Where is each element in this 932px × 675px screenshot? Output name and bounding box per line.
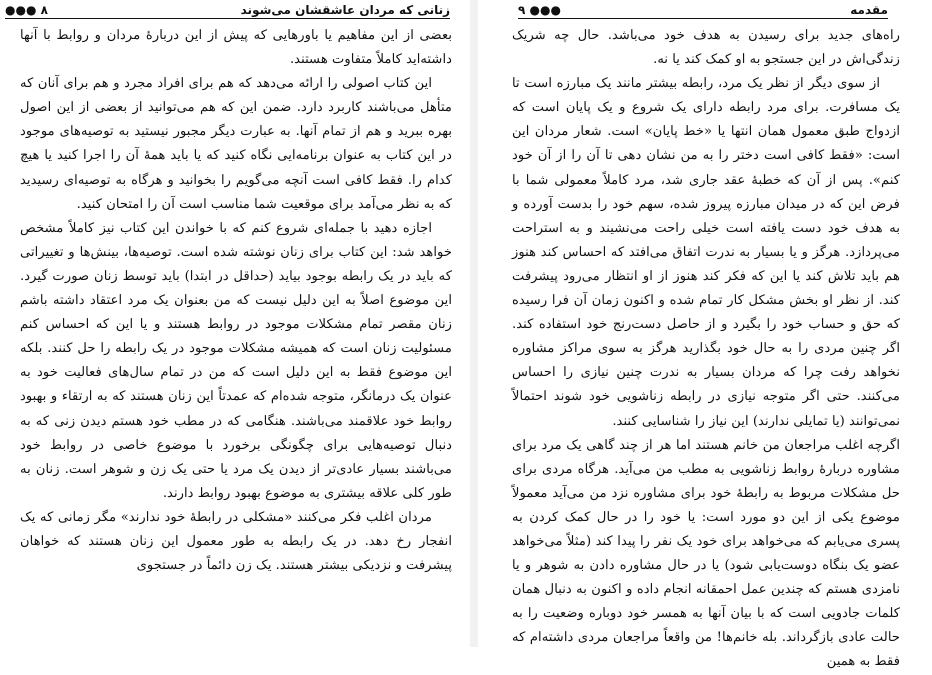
- paragraph: اگرچه اغلب مراجعان من خانم هستند اما هر از چند گاهی یک مرد برای مشاوره دربارهٔ روابط زناشویی به مطب من می‌آید. هرگاه مردی برای حل مشکلات مربوط به رابطهٔ خود برای مشاوره نزد من می‌آید معمولاً موضوع یکی از این دو مورد است: یا خود را در حال کمک کردن به پسری می‌یابم که می‌خواهد برای خود یک نفر را پیدا کند (مثلاً می‌خواهد عضو یک بنگاه دوست‌یابی شود) یا در حال مشاوره دادن به شوهر و یا نامزدی هستم که چندین عمل احمقانه انجام داده و اکنون به دنبال همان کلمات جادویی است که با بیان آنها به همسر خود دوباره وضعیت را به حالت عادی بازگرداند. بله خانم‌ها! من واقعاً مراجعان مردی داشته‌ام که فقط به همین: [512, 437, 900, 670]
- paragraph: این کتاب اصولی را ارائه می‌دهد که هم برای افراد مجرد و هم برای آنان که متأهل می‌باشند کاربرد دارد. ضمن این که هم می‌توانید از بعضی از این اصول بهره ببرید و هم از تمام آنها. به عبارت دیگر مجبور نیستید به توصیه‌های موجود در این کتاب به عنوان برنامه‌ایی نگاه کنید که یا باید همهٔ آن را اجرا کنید یا هیچ کدام را. فقط کافی است آنچه می‌گویم را بخوانید و هرگاه به توصیه‌ای رسیدید که به نظر می‌آمد برای موقعیت شما مناسب است آن را امتحان کنید.: [20, 76, 452, 212]
- right-header-title: مقدمه: [850, 3, 888, 17]
- paragraph: اجازه دهید با جمله‌ای شروع کنم که با خواندن این کتاب نیز کاملاً مشخص خواهد شد: این کتاب برای زنان نوشته شده است. توصیه‌ها، بینش‌ها و تغییراتی که باید در یک رابطه بوجود بیاید (حداقل در ابتدا) باید توسط زنان صورت گیرد. این موضوع اصلاً به این دلیل نیست که من بعنوان یک مرد اعتقاد داشته باشم زنان مقصر تمام مشکلات موجود در روابط هستند و یا این که احساس کنم مسئولیت زنان است که همیشه مشکلات موجود در یک رابطه را حل کنند. بلکه این موضوع فقط به این دلیل است که من در تمام سال‌های فعالیت خود به عنوان یک درمانگر، متوجه شده‌ام که عمدتاً این زنان هستند که به ارتقاء و بهبود روابط خود علاقمند می‌باشند. هنگامی که در مطب خود هستم دیدن زنی که به دنبال توصیه‌هایی برای چگونگی برخورد با موضوع خاصی در روابط خود می‌باشند بسیار عادی‌تر از دیدن یک مرد یا حتی یک زن و شوهر است. زنان به طور کلی علاقه بیشتری به موضوع بهبود روابط دارند.: [20, 220, 452, 501]
- left-page-body: [20, 24, 452, 578]
- right-page-body: [512, 24, 900, 675]
- left-page: [0, 0, 470, 647]
- left-header-title: زنانی که مردان عاشقشان می‌شوند: [240, 3, 450, 17]
- paragraph: از سوی دیگر از نظر یک مرد، رابطه بیشتر مانند یک مبارزه است تا یک مسافرت. برای مرد رابطه دارای یک شروع و یک پایان است که ازدواج طبق معمول همان انتها یا «خط پایان» است. شعار مردان این است: «فقط کافی است دختر را به من نشان دهی تا آن را از آن خود کنم». پس از آن که خطبهٔ عقد جاری شد، مرد کاملاً معمولی شما با فرض این که در میدان مبارزه پیروز شده، سهم خود را بدست آورده و به هدف خود دست یافته است خیلی راحت می‌نشیند و به استراحت می‌پردازد. هرگز و یا بسیار به ندرت اتفاق می‌افتد که احساس کند هنوز هم باید تلاش کند یا این که فکر کند هنوز از او انتظار می‌رود پیشرفت کند. از نظر او بخش مشکل کار تمام شده و اکنون زمان آن فرا رسیده که حق و حساب خود را بگیرد و از حاصل دست‌رنج خود استفاده کند. اگر چنین مردی را به حال خود بگذارید هرگز به سوی مراکز مشاوره نخواهد رفت چرا که مردان بسیار به ندرت چنین نیازی را احساس می‌کنند. حتی اگر متوجه نیازی در رابطه زناشویی خود شوند احتمالاً نمی‌توانند (یا تمایلی ندارند) این نیاز را شناسایی کنند.: [512, 76, 900, 429]
- paragraph: بعضی از این مفاهیم یا باورهایی که پیش از این دربارهٔ مردان و روابط با آنها داشته‌اید کاملاً متفاوت هستند.: [20, 28, 452, 68]
- left-page-number: ۸ ●●●: [5, 3, 48, 17]
- paragraph: مردان اغلب فکر می‌کنند «مشکلی در رابطهٔ خود ندارند» مگر زمانی که یک انفجار رخ دهد. در یک رابطه به طور معمول این زنان هستند که خواهان پیشرفت و نزدیکی بیشتر هستند. یک زن دائماً در جستجوی: [20, 509, 452, 574]
- right-page: [478, 0, 932, 670]
- right-page-header: [518, 3, 888, 19]
- book-gutter: [470, 0, 478, 647]
- left-page-header: [5, 3, 450, 19]
- paragraph: راه‌های جدید برای رسیدن به هدف خود می‌باشد. حال چه شریک زندگی‌اش در این جستجو به او کمک کند یا نه.: [512, 28, 900, 68]
- right-page-number: ●●● ۹: [518, 3, 561, 17]
